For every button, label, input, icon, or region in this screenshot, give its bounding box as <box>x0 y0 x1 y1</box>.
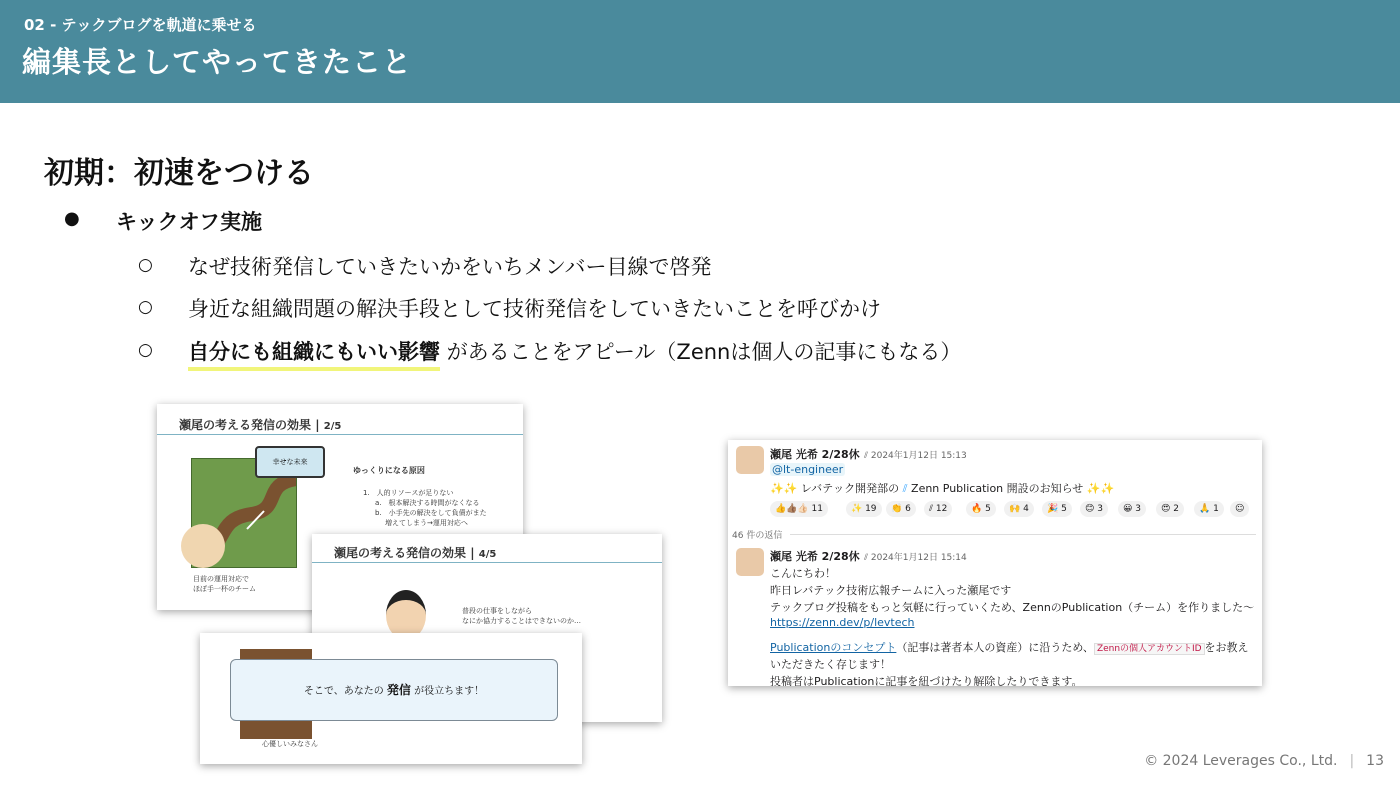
page-number: 13 <box>1366 753 1384 769</box>
timestamp: ⫽ 2024年1月12日 15:13 <box>864 451 967 461</box>
reaction[interactable]: 😀 3 <box>1118 501 1146 517</box>
thumb-title: 瀬尾の考える発信の効果 | 4/5 <box>334 546 497 560</box>
reaction[interactable]: 😍 2 <box>1156 501 1184 517</box>
reaction[interactable]: ⫽ 12 <box>924 501 952 517</box>
thumb-divider <box>157 434 523 435</box>
inline-code: Zennの個人アカウントID <box>1094 643 1205 655</box>
avatar <box>736 548 764 576</box>
slide-header <box>0 0 1400 103</box>
slack-message-screenshot <box>728 440 1262 686</box>
reaction[interactable]: 🙏 1 <box>1194 501 1224 517</box>
thumb-caption: 心優しいみなさん <box>262 740 318 748</box>
reply-line: こんにちわ！ <box>770 567 836 580</box>
slide-footer <box>1144 753 1384 769</box>
section-subtitle: 02 - テックブログを軌道に乗せる <box>24 16 257 34</box>
highlight-text: 自分にも組織にもいい影響 <box>188 340 440 371</box>
footer-separator: | <box>1349 753 1355 769</box>
scroll-banner: そこで、あなたの 発信 が役立ちます！ <box>230 659 558 721</box>
divider <box>790 534 1256 535</box>
bullet-circle-icon: ○ <box>138 297 153 317</box>
reaction[interactable]: 👍👍🏽👍🏻 11 <box>770 501 828 517</box>
reaction[interactable]: 🎉 5 <box>1042 501 1072 517</box>
reply-line: 昨日レバテック技術広報チームに入った瀬尾です <box>770 584 1012 597</box>
person-illustration <box>181 524 225 568</box>
thumb-caption: 目前の運用対応で ほぼ手一杯のチーム <box>193 575 256 593</box>
avatar <box>736 446 764 474</box>
content-heading: 初期：初速をつける <box>44 156 314 191</box>
reply-line: 投稿者はPublicationに記事を紐づけたり解除したりできます。 <box>770 675 1083 686</box>
user-name: 瀬尾 光希 2/28休 <box>770 550 860 563</box>
reply-line: いただきたく存じます！ <box>770 658 891 671</box>
sub-bullet-text: なぜ技術発信していきたいかをいちメンバー目線で啓発 <box>188 255 712 279</box>
user-name: 瀬尾 光希 2/28休 <box>770 448 860 461</box>
reaction[interactable]: 🙌 4 <box>1004 501 1034 517</box>
announcement-text: ✨✨ レバテック開発部の ⫽ Zenn Publication 開設のお知らせ ✨✨ <box>770 482 1115 495</box>
thumb-divider <box>312 562 662 563</box>
slide-thumbnail-scroll <box>200 633 582 764</box>
reaction[interactable]: 👏 6 <box>886 501 916 517</box>
concept-link[interactable]: Publicationのコンセプト <box>770 641 897 654</box>
bullet-circle-icon: ○ <box>138 340 153 360</box>
reaction[interactable]: ✨ 19 <box>846 501 882 517</box>
reply-line: テックブログ投稿をもっと気軽に行っていくため、ZennのPublication（チーム）を作りました〜 <box>770 601 1255 614</box>
reaction[interactable]: 🔥 5 <box>966 501 996 517</box>
slide-title: 編集長としてやってきたこと <box>22 45 413 79</box>
mention: @lt-engineer <box>772 463 844 476</box>
thumb-title: 瀬尾の考える発信の効果 | 2/5 <box>179 418 342 432</box>
future-bubble: 幸せな未来 <box>255 446 325 478</box>
sub-bullet-text: 身近な組織問題の解決手段として技術発信をしていきたいことを呼びかけ <box>188 297 881 321</box>
sub-bullet-text <box>188 336 961 366</box>
reaction[interactable]: 😊 3 <box>1080 501 1108 517</box>
copyright: © 2024 Leverages Co., Ltd. <box>1144 753 1338 769</box>
reply-line: Publicationのコンセプト（記事は著者本人の資産）に沿うため、 Zennの個人アカウントID をお教え <box>770 641 1249 654</box>
bullet-dot-icon: ● <box>64 208 80 229</box>
reply-count[interactable]: 46 件の返信 <box>732 531 783 541</box>
timestamp: ⫽ 2024年1月12日 15:14 <box>864 553 967 563</box>
reason-list: 1. 人的リソースが足りない a. 根本解決する時間がなくなる b. 小手先の解決をして負債がまた 増えてしまう→運用対応へ <box>363 489 487 527</box>
reason-title: ゆっくりになる原因 <box>353 466 425 475</box>
thumb-text: 普段の仕事をしながら なにか協力することはできないのか… <box>462 607 581 625</box>
add-reaction-icon[interactable]: ☺ <box>1230 501 1249 517</box>
bullet-circle-icon: ○ <box>138 255 153 275</box>
sub-bullet-rest: があることをアピール（Zennは個人の記事にもなる） <box>446 340 962 364</box>
bullet-text: キックオフ実施 <box>116 210 262 234</box>
zenn-link[interactable]: https://zenn.dev/p/levtech <box>770 616 915 629</box>
